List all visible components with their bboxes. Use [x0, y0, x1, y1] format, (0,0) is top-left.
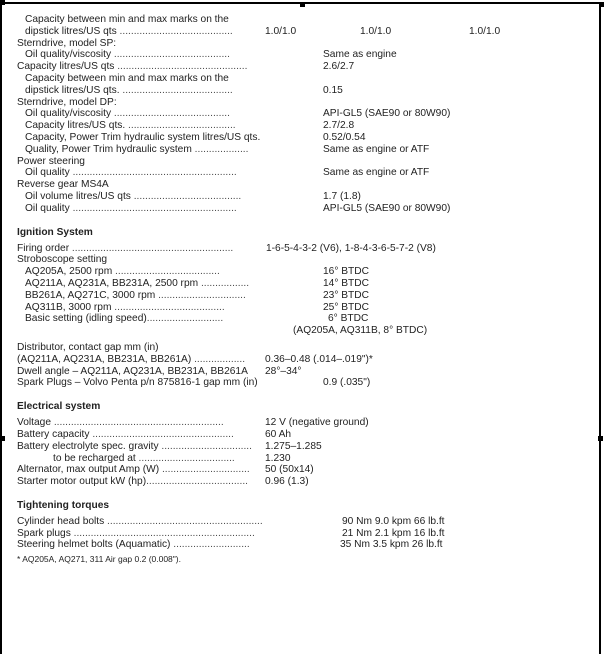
spec-row-strobe	[17, 254, 587, 266]
resize-handle-top-right[interactable]	[599, 2, 604, 7]
spec-label: Cylinder head bolts .......................................................	[17, 515, 263, 527]
spec-label: Capacity between min and max marks on the	[25, 72, 229, 84]
spec-label: Capacity, Power Trim hydraulic system litres/US qts.	[25, 131, 261, 143]
spec-label: Distributor, contact gap mm (in)	[17, 341, 159, 353]
heading-text: Tightening torques	[17, 499, 110, 511]
spec-label: Starter motor output kW (hp)....................................	[17, 476, 248, 488]
heading-text: Electrical system	[17, 401, 101, 413]
spec-label: Basic setting (idling speed)...........................	[25, 313, 224, 325]
spec-document	[17, 14, 587, 566]
resize-handle-middle-right[interactable]	[598, 436, 603, 441]
spec-row	[17, 108, 587, 120]
spec-value: 0.36–0.48 (.014–.019")*	[265, 353, 373, 365]
spec-row	[17, 453, 587, 465]
spec-value: API-GL5 (SAE90 or 80W90)	[323, 202, 451, 214]
spec-row	[17, 429, 587, 441]
spec-row	[17, 313, 587, 325]
spec-label: Voltage ............................................................	[17, 417, 224, 429]
spec-row	[17, 49, 587, 61]
spec-label: dipstick litres/US qts. .......................................	[25, 84, 233, 96]
spec-row-distributor	[17, 354, 587, 366]
spec-value: 6° BTDC	[328, 313, 369, 325]
spec-label: Sterndrive, model DP:	[17, 96, 117, 108]
spec-row-basic-note	[17, 325, 587, 337]
spec-value: 1.230	[265, 452, 291, 464]
resize-handle-top-left[interactable]	[0, 0, 5, 5]
spec-label: Oil quality ..........................................................	[25, 167, 237, 179]
spec-row	[17, 61, 587, 73]
spec-label: Battery electrolyte spec. gravity ................................	[17, 440, 252, 452]
spec-value: 90 Nm 9.0 kpm 66 lb.ft	[342, 515, 445, 527]
spec-row	[17, 516, 587, 528]
electrical-list	[17, 417, 587, 488]
footnote-text: * AQ205A, AQ271, 311 Air gap 0.2 (0.008").	[17, 554, 181, 565]
spec-label: Oil volume litres/US qts ......................................	[25, 190, 242, 202]
spec-row-firing-order	[17, 243, 587, 255]
section-heading-electrical	[17, 401, 587, 413]
spec-row	[17, 144, 587, 156]
spec-label: Oil quality/viscosity .........................................	[25, 108, 230, 120]
footnote	[17, 554, 587, 566]
spec-row	[17, 97, 587, 109]
section-heading-torques	[17, 500, 587, 512]
spec-row	[17, 38, 587, 50]
spec-value: 0.9 (.035")	[323, 377, 371, 389]
spec-label: AQ205A, 2500 rpm .....................................	[25, 266, 220, 278]
spec-value: 25° BTDC	[323, 301, 369, 313]
spec-value: 0.15	[323, 84, 343, 96]
spec-value: 1.275–1.285	[265, 440, 322, 452]
spec-value: 60 Ah	[265, 428, 292, 440]
spec-label: Spark plugs ................................................................	[17, 527, 255, 539]
spec-row	[17, 203, 587, 215]
spec-label: Quality, Power Trim hydraulic system ...................	[25, 143, 249, 155]
spec-row	[17, 73, 587, 85]
spec-value: 0.52/0.54	[323, 131, 366, 143]
spec-row	[17, 132, 587, 144]
spec-row	[17, 539, 587, 551]
spec-row-spark	[17, 377, 587, 389]
spec-value: 14° BTDC	[323, 277, 369, 289]
spec-row	[17, 156, 587, 168]
spec-value: 0.96 (1.3)	[265, 476, 309, 488]
spec-value: Same as engine or ATF	[323, 167, 430, 179]
spec-label: dipstick litres/US qts ........................................	[25, 25, 233, 37]
spec-row	[17, 179, 587, 191]
spec-label: Reverse gear MS4A	[17, 179, 109, 191]
spec-label: AQ211A, AQ231A, BB231A, 2500 rpm .................	[25, 277, 250, 289]
spec-label: Dwell angle – AQ211A, AQ231A, BB231A, BB261A	[17, 365, 248, 377]
spec-value: 50 (50x14)	[265, 464, 314, 476]
spec-row	[17, 120, 587, 132]
spec-row	[17, 417, 587, 429]
spec-value: 16° BTDC	[323, 266, 369, 278]
spec-label: AQ311B, 3000 rpm .......................................	[25, 301, 225, 313]
spec-value: 28°–34°	[265, 365, 302, 377]
spec-row	[17, 441, 587, 453]
resize-handle-top-center[interactable]	[300, 2, 305, 7]
spec-value: Same as engine	[323, 49, 397, 61]
spec-value: API-GL5 (SAE90 or 80W90)	[323, 108, 451, 120]
spec-row	[17, 476, 587, 488]
spec-value: 1.0/1.0	[360, 25, 392, 37]
spec-value: 23° BTDC	[323, 289, 369, 301]
lubrication-section	[17, 14, 587, 215]
spec-value: 1.0/1.0	[265, 25, 297, 37]
spec-row	[17, 528, 587, 540]
spec-label: Capacity litres/US qts ..............................................	[17, 61, 248, 73]
spec-label: Firing order .........................................................	[17, 242, 234, 254]
spec-label: Spark Plugs – Volvo Penta p/n 875816-1 gap mm (in)	[17, 377, 258, 389]
strobe-list	[17, 266, 587, 325]
spec-label: Sterndrive, model SP:	[17, 37, 117, 49]
resize-handle-middle-left[interactable]	[0, 436, 5, 441]
spec-row-distributor-label	[17, 342, 587, 354]
spec-row	[17, 266, 587, 278]
spec-label: Battery capacity ..................................................	[17, 428, 234, 440]
torques-list	[17, 516, 587, 551]
spec-row	[17, 302, 587, 314]
spec-label: to be recharged at ..................................	[53, 452, 235, 464]
spec-value: Same as engine or ATF	[323, 143, 430, 155]
spec-label: BB261A, AQ271C, 3000 rpm ...............................	[25, 289, 246, 301]
spec-value: 21 Nm 2.1 kpm 16 lb.ft	[342, 527, 445, 539]
spec-value: 1.7 (1.8)	[323, 190, 361, 202]
spec-label: Oil quality/viscosity .........................................	[25, 49, 230, 61]
spec-value: 2.6/2.7	[323, 61, 355, 73]
spec-row	[17, 278, 587, 290]
spec-row	[17, 167, 587, 179]
spec-label: Alternator, max output Amp (W) ...............................	[17, 464, 250, 476]
section-heading-ignition	[17, 227, 587, 239]
spec-label: Capacity litres/US qts. ......................................	[25, 120, 236, 132]
spec-label: (AQ211A, AQ231A, BB231A, BB261A) ..................	[17, 353, 246, 365]
spec-value: (AQ205A, AQ311B, 8° BTDC)	[293, 325, 428, 337]
spec-value: 1.0/1.0	[469, 25, 501, 37]
spec-value: 35 Nm 3.5 kpm 26 lb.ft	[340, 539, 443, 551]
spec-row	[17, 26, 587, 38]
spec-label: Stroboscope setting	[17, 254, 108, 266]
spec-label: Capacity between min and max marks on the	[25, 14, 229, 25]
spec-label: Power steering	[17, 155, 85, 167]
spec-row	[17, 464, 587, 476]
spec-value: 12 V (negative ground)	[265, 417, 369, 429]
spec-row	[17, 290, 587, 302]
spec-value: 2.7/2.8	[323, 120, 355, 132]
spec-label: Oil quality ..........................................................	[25, 202, 237, 214]
spec-row-dwell	[17, 366, 587, 378]
spec-row	[17, 85, 587, 97]
heading-text: Ignition System	[17, 226, 93, 238]
spec-row	[17, 14, 587, 26]
spec-row	[17, 191, 587, 203]
spec-value: 1-6-5-4-3-2 (V6), 1-8-4-3-6-5-7-2 (V8)	[266, 242, 436, 254]
spec-label: Steering helmet bolts (Aquamatic) ...........................	[17, 539, 250, 551]
